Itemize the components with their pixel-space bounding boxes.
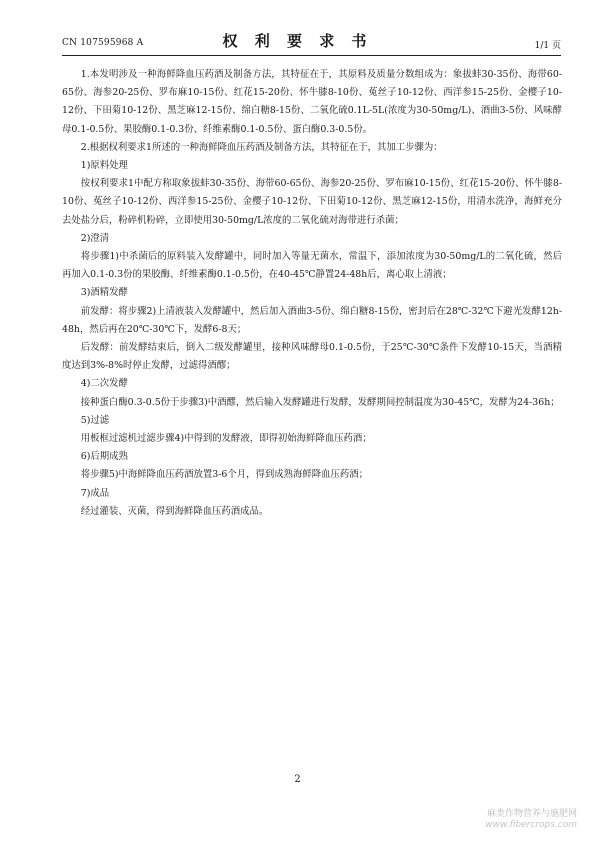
claims-body	[62, 66, 562, 521]
step-3-text-secondary: 后发酵：前发酵结束后，倒入二级发酵罐里，接种风味酵母0.1-0.5份，于25℃-30℃条件下发酵10-15天，当酒精度达到3%-8%时停止发酵，过滤得酒醪；	[62, 342, 562, 372]
step-4-text: 接种蛋白酶0.3-0.5份于步骤3)中酒醪，然后输入发酵罐进行发酵，发酵期间控制温度为30-45℃，发酵为24-36h；	[80, 396, 560, 408]
watermark-url: www.fibercrops.com	[485, 820, 577, 830]
page-title: 权 利 要 求 书	[222, 32, 373, 50]
step-4-title: 4)二次发酵	[80, 378, 128, 390]
claim-2: 2.根据权利要求1所述的一种海鲜降血压药酒及制备方法，其特征在于，其加工步骤为：	[80, 141, 443, 153]
step-2-title: 2)澄清	[80, 232, 110, 244]
page-indicator: 1/1 页	[534, 41, 561, 51]
watermark-site-name: 麻类作物营养与施肥网	[486, 809, 577, 819]
step-3-title: 3)酒精发酵	[80, 287, 128, 299]
step-3-text-primary: 前发酵：将步骤2)上清液装入发酵罐中，然后加入酒曲3-5份、绵白糖8-15份，密封后在28℃-32℃下避光发酵12h-48h，然后再在20℃-30℃下，发酵6-8天；	[62, 305, 562, 335]
step-1-title: 1)原料处理	[80, 160, 128, 172]
claim-1: 1.本发明涉及一种海鲜降血压药酒及制备方法，其特征在于，其原料及质量分数组成为：象拔蚌30-35份、海带60-65份、海参20-25份、罗布麻10-15份、红花15-20份、怀牛膝8-10份、菟丝子10-12份、西洋参15-25份、金樱子10-12份、下田菊10-12份、黑芝麻12-15份、绵白糖8-15份、二氧化硫0.1L-5L(浓度为30-50mg/L)、酒曲3-5份、风味酵母0.1-0.5份、果胶酶0.1-0.3份、纤维素酶0.1-0.5份、蛋白酶0.3-0.5份。	[62, 69, 562, 135]
step-5-text: 用板框过滤机过滤步骤4)中得到的发酵液，即得初始海鲜降血压药酒；	[80, 433, 372, 445]
step-6-text: 将步骤5)中海鲜降血压药酒放置3-6个月，得到成熟海鲜降血压药酒；	[80, 469, 369, 481]
page-number: 2	[294, 774, 301, 785]
step-5-title: 5)过滤	[80, 414, 110, 426]
step-2-text: 将步骤1)中杀菌后的原料装入发酵罐中，同时加入等量无菌水，常温下，添加浓度为30-50mg/L的二氧化硫，然后再加入0.1-0.3份的果胶酶、纤维素酶0.1-0.5份，在40-45℃静置24-48h后，离心取上清液；	[62, 251, 562, 281]
header-divider	[62, 55, 561, 56]
step-6-title: 6)后期成熟	[80, 451, 128, 463]
patent-number: CN 107595968 A	[62, 38, 144, 48]
step-7-text: 经过灌装、灭菌，得到海鲜降血压药酒成品。	[80, 505, 269, 517]
step-7-title: 7)成品	[80, 487, 110, 499]
step-1-text: 按权利要求1中配方称取象拔蚌30-35份、海带60-65份、海参20-25份、罗布麻10-15份、红花15-20份、怀牛膝8-10份、菟丝子10-12份、西洋参15-25份、金樱子10-12份、下田菊10-12份、黑芝麻12-15份，用清水洗净，海鲜充分去处盐分后，粉碎机粉碎，立即使用30-50mg/L浓度的二氧化硫对海带进行杀菌；	[62, 178, 562, 226]
